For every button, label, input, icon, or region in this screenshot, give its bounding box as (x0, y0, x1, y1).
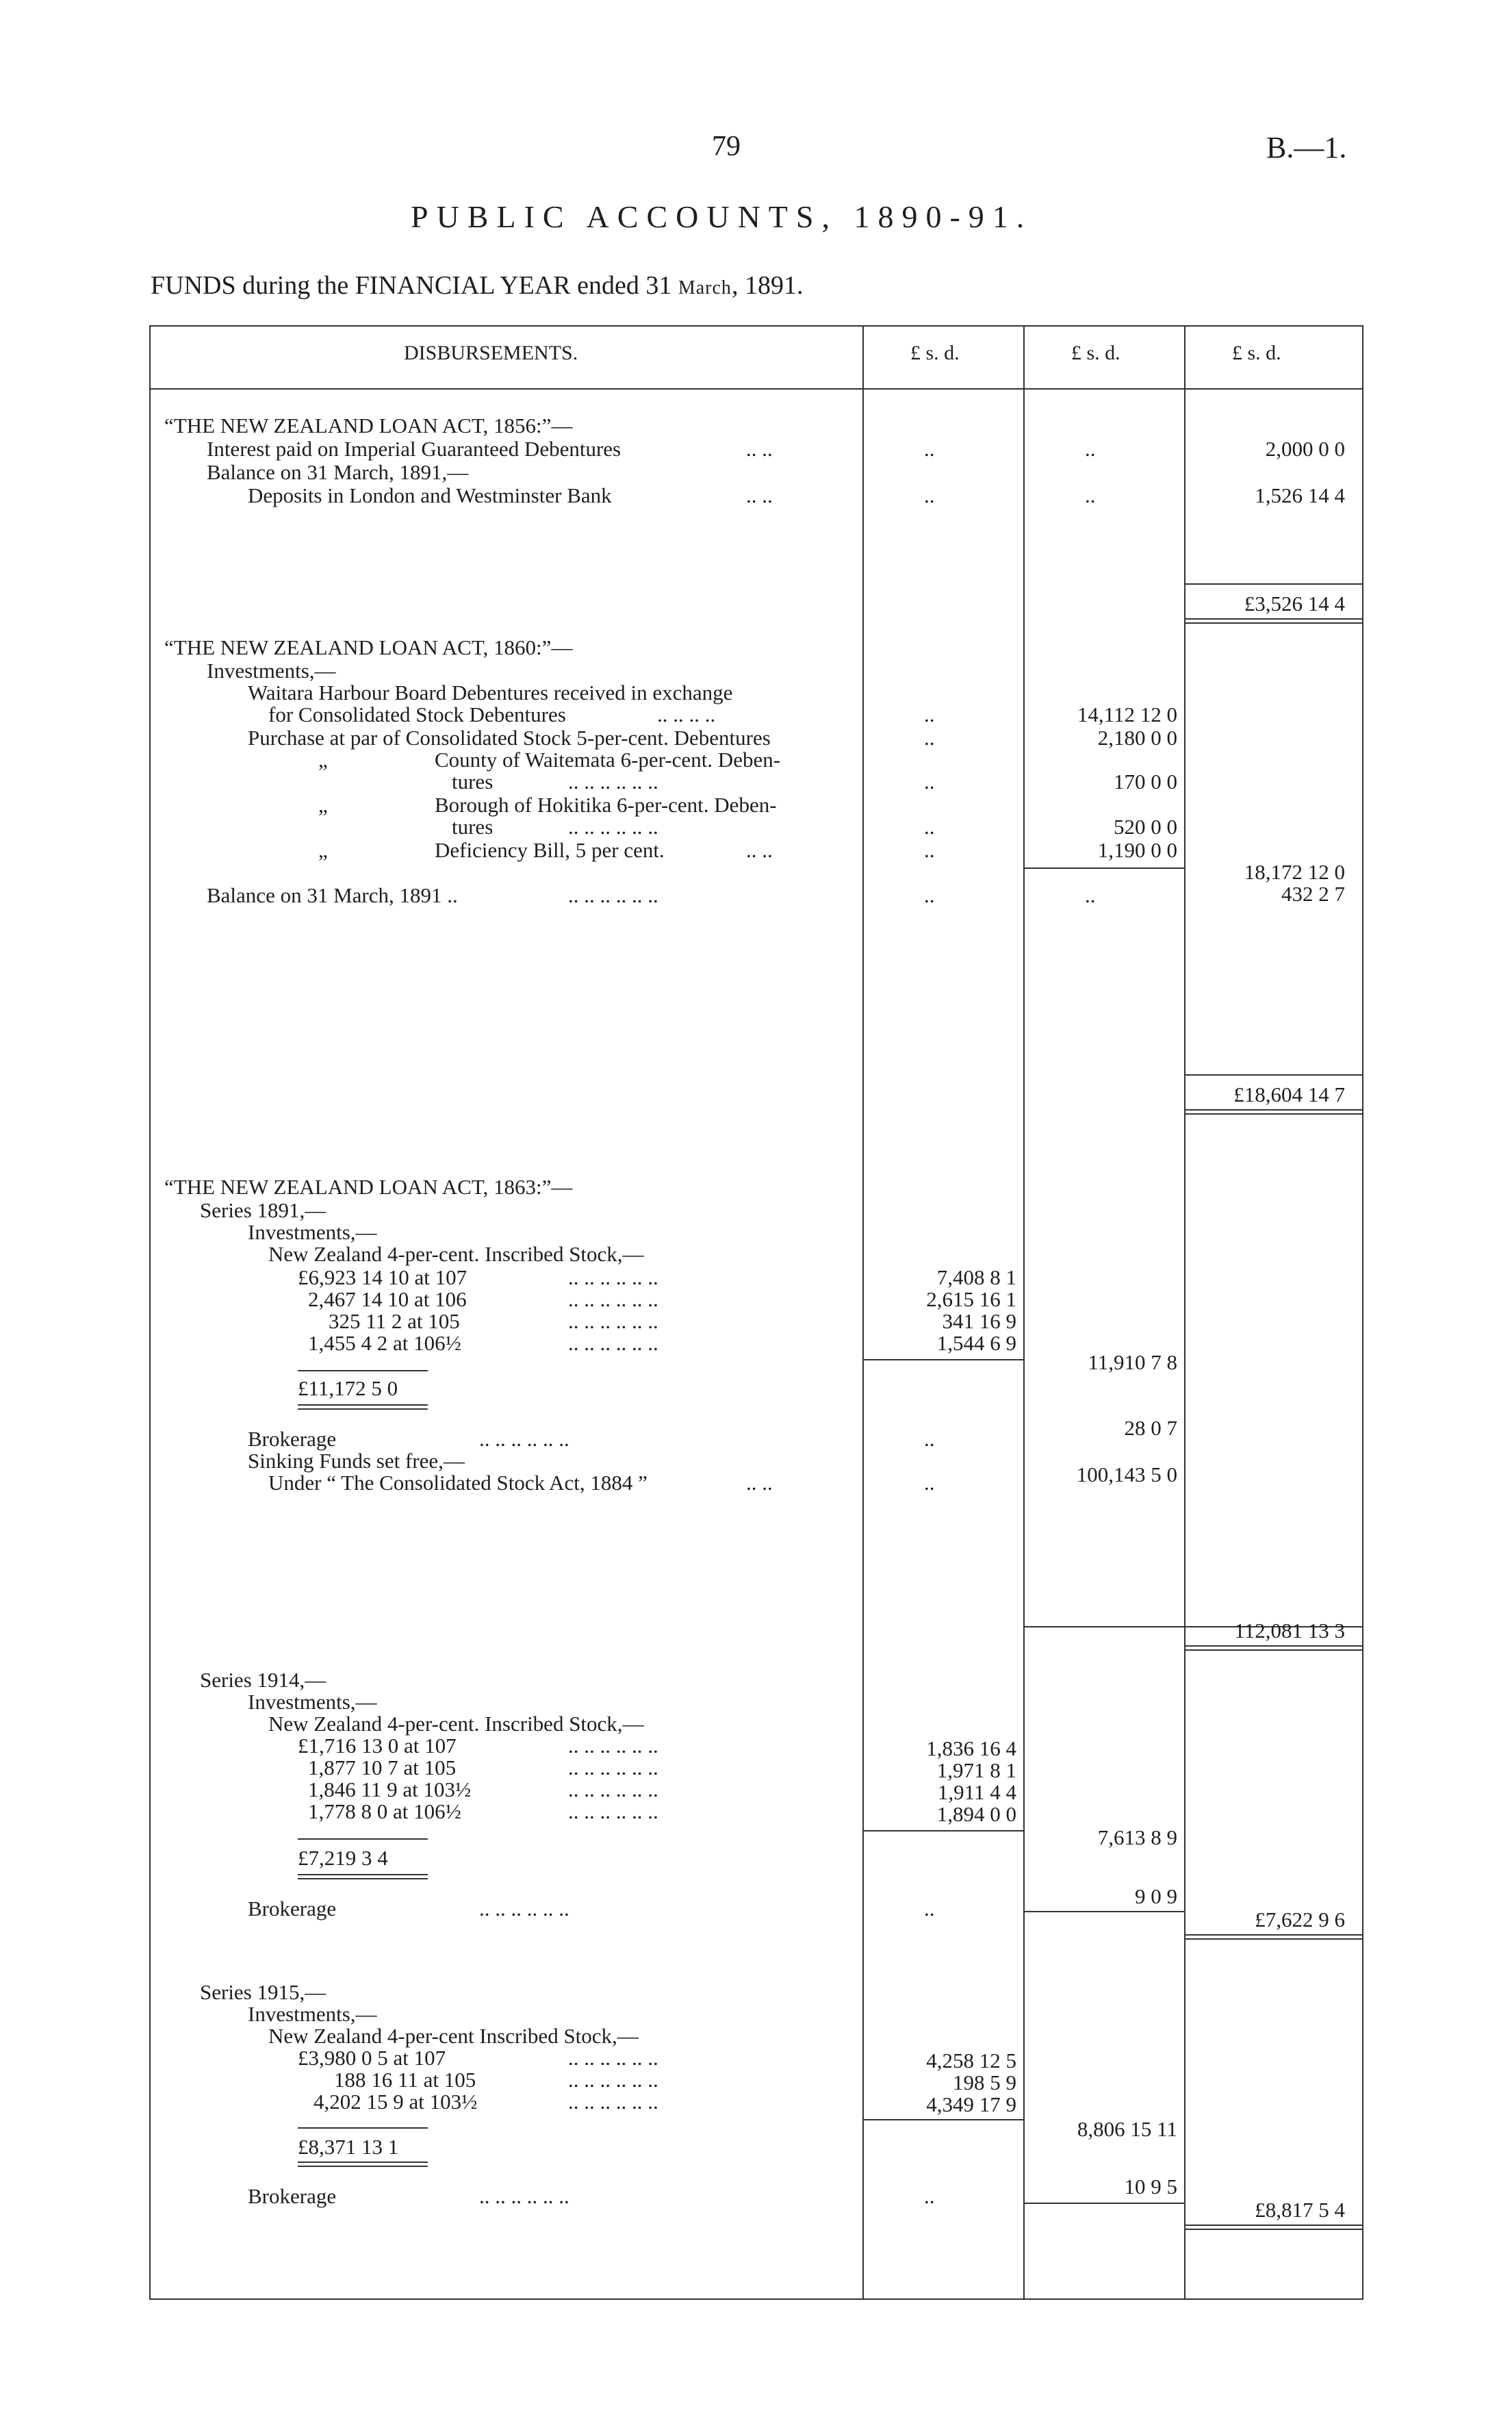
empty-dots: .. (924, 770, 935, 794)
leader-dots: .. .. (746, 483, 773, 507)
empty-dots: .. (924, 1897, 935, 1920)
amount: 7,408 8 1 (936, 1265, 1016, 1289)
line-item: County of Waitemata 6-per-cent. Deben- (435, 748, 781, 772)
leader-dots: .. .. .. .. .. .. (568, 2068, 658, 2092)
purchase-line: £6,923 14 10 at 107 (298, 1265, 467, 1289)
leader-dots: .. .. .. .. .. .. (568, 815, 658, 839)
leader-dots: .. .. (746, 838, 773, 862)
header-col2: £ s. d. (1071, 342, 1120, 364)
purchase-line: 325 11 2 at 105 (329, 1309, 460, 1333)
column-divider (1023, 327, 1025, 2298)
amount: 1,911 4 4 (937, 1780, 1016, 1804)
line-item: Under “ The Consolidated Stock Act, 1884 ” (268, 1471, 648, 1495)
amount: 1,971 8 1 (936, 1758, 1016, 1782)
line-item: Investments,— (248, 2002, 377, 2026)
leader-dots: .. .. .. .. .. .. (568, 1265, 658, 1289)
empty-dots: .. (924, 883, 935, 907)
section-total: £18,604 14 7 (1233, 1082, 1345, 1106)
header-col3: £ s. d. (1232, 342, 1281, 364)
rule (862, 1359, 1023, 1360)
double-rule (1184, 618, 1362, 624)
empty-dots: .. (924, 1427, 935, 1451)
purchase-line: 1,778 8 0 at 106½ (308, 1799, 461, 1823)
double-rule (298, 1874, 428, 1879)
page-title: PUBLIC ACCOUNTS, 1890-91. (411, 199, 1033, 234)
amount: 2,000 0 0 (1265, 437, 1345, 461)
line-item: Series 1915,— (200, 1980, 326, 2004)
line-item: Deposits in London and Westminster Bank (248, 483, 612, 507)
line-item: New Zealand 4-per-cent. Inscribed Stock,— (268, 1712, 644, 1736)
line-item: Purchase at par of Consolidated Stock 5-per-cent. Debentures (248, 726, 771, 750)
purchase-line: 188 16 11 at 105 (334, 2068, 476, 2092)
disbursements-table (149, 325, 1363, 2300)
line-item: for Consolidated Stock Debentures (268, 702, 566, 726)
empty-dots: .. (924, 437, 935, 461)
empty-dots: .. (924, 483, 935, 507)
amount: 28 0 7 (1124, 1416, 1177, 1440)
sum-left: £7,219 3 4 (298, 1846, 388, 1870)
amount: 432 2 7 (1281, 882, 1345, 906)
section-total: £3,526 14 4 (1244, 592, 1345, 616)
empty-dots: .. (1085, 883, 1096, 907)
line-item: Brokerage (248, 2184, 337, 2208)
leader-dots: .. .. .. .. .. .. (479, 2184, 569, 2208)
amount: 2,180 0 0 (1097, 726, 1177, 750)
double-rule (298, 2162, 428, 2167)
empty-dots: .. (924, 726, 935, 750)
subtitle-funds: FUNDS during the (151, 271, 349, 300)
leader-dots: .. .. .. .. .. .. (568, 883, 658, 907)
amount: 1,190 0 0 (1097, 838, 1177, 862)
amount: 2,615 16 1 (926, 1287, 1016, 1311)
section-heading-1863: “THE NEW ZEALAND LOAN ACT, 1863:”— (164, 1175, 573, 1199)
rule (298, 1838, 428, 1840)
empty-dots: .. (1085, 437, 1096, 461)
empty-dots: .. (924, 702, 935, 726)
leader-dots: .. .. (746, 1471, 773, 1495)
page-number: 79 (712, 131, 741, 162)
double-rule (1184, 1109, 1362, 1115)
line-item: tures (452, 815, 494, 839)
amount: 4,349 17 9 (926, 2092, 1016, 2116)
empty-dots: .. (924, 838, 935, 862)
line-item: New Zealand 4-per-cent. Inscribed Stock,— (268, 1242, 644, 1266)
sum-left: £8,371 13 1 (298, 2135, 399, 2159)
header-col1: £ s. d. (910, 342, 960, 364)
amount: 520 0 0 (1114, 815, 1177, 839)
column-divider (862, 327, 864, 2298)
leader-dots: .. .. .. .. .. .. (479, 1427, 569, 1451)
leader-dots: .. .. .. .. .. .. (568, 2090, 658, 2114)
rule (298, 2127, 428, 2129)
subtitle-march: March (678, 277, 732, 299)
double-rule (1184, 2224, 1362, 2230)
line-item: Brokerage (248, 1427, 337, 1451)
subtotal: 7,613 8 9 (1097, 1825, 1177, 1849)
leader-dots: .. .. .. .. .. .. (568, 1777, 658, 1801)
line-item: Balance on 31 March, 1891,— (207, 460, 469, 484)
ditto-mark: „ (318, 793, 328, 817)
line-item: Series 1891,— (200, 1198, 326, 1222)
amount: 4,258 12 5 (926, 2049, 1016, 2072)
line-item: Brokerage (248, 1897, 337, 1920)
subtotal: 18,172 12 0 (1244, 860, 1345, 884)
empty-dots: .. (924, 815, 935, 839)
line-item: Deficiency Bill, 5 per cent. (435, 838, 665, 862)
line-item: Borough of Hokitika 6-per-cent. Deben- (435, 793, 777, 817)
line-item: Balance on 31 March, 1891 .. (207, 883, 458, 907)
ditto-mark: „ (318, 748, 328, 772)
rule (1184, 1074, 1362, 1076)
line-item: Series 1914,— (200, 1668, 326, 1692)
subtitle (151, 270, 803, 301)
leader-dots: .. .. .. .. .. .. (568, 1755, 658, 1779)
leader-dots: .. .. .. .. .. .. (568, 2046, 658, 2070)
rule (1023, 867, 1184, 869)
leader-dots: .. .. .. .. (657, 702, 716, 726)
rule (862, 1830, 1023, 1831)
leader-dots: .. .. .. .. .. .. (479, 1897, 569, 1920)
rule (1023, 2203, 1184, 2204)
purchase-line: 1,877 10 7 at 105 (308, 1755, 457, 1779)
leader-dots: .. .. .. .. .. .. (568, 1799, 658, 1823)
amount: 170 0 0 (1114, 770, 1177, 794)
rule (298, 1370, 428, 1371)
double-rule (1184, 1645, 1362, 1651)
rule (1184, 583, 1362, 585)
line-item: Investments,— (248, 1220, 377, 1244)
rule (1023, 1911, 1184, 1912)
leader-dots: .. .. (746, 437, 773, 461)
purchase-line: 2,467 14 10 at 106 (308, 1287, 467, 1311)
leader-dots: .. .. .. .. .. .. (568, 1734, 658, 1758)
amount: 1,836 16 4 (926, 1736, 1016, 1760)
empty-dots: .. (924, 1471, 935, 1495)
purchase-line: £3,980 0 5 at 107 (298, 2046, 446, 2070)
empty-dots: .. (1085, 483, 1096, 507)
empty-dots: .. (924, 2184, 935, 2208)
subtitle-financial: FINANCIAL YEAR ended 31 (355, 271, 672, 300)
leader-dots: .. .. .. .. .. .. (568, 1309, 658, 1333)
amount: 100,143 5 0 (1076, 1462, 1177, 1486)
line-item: Waitara Harbour Board Debentures received in exchange (248, 681, 733, 705)
ditto-mark: „ (318, 838, 328, 862)
amount: 1,894 0 0 (936, 1802, 1016, 1826)
section-heading-1856: “THE NEW ZEALAND LOAN ACT, 1856:”— (164, 414, 573, 438)
subtotal: 11,910 7 8 (1088, 1350, 1177, 1374)
leader-dots: .. .. .. .. .. .. (568, 770, 658, 794)
section-total: £8,817 5 4 (1255, 2198, 1345, 2222)
amount: 198 5 9 (953, 2070, 1016, 2094)
line-item: New Zealand 4-per-cent Inscribed Stock,— (268, 2024, 639, 2048)
header-rule (151, 388, 1362, 390)
line-item: tures (452, 770, 494, 794)
document-code: B.—1. (1266, 131, 1347, 164)
subtitle-year: , 1891. (731, 271, 804, 300)
line-item: Sinking Funds set free,— (248, 1449, 465, 1473)
amount: 1,526 14 4 (1255, 483, 1345, 507)
amount: 9 0 9 (1135, 1884, 1177, 1908)
amount: 10 9 5 (1124, 2175, 1177, 2198)
line-item: Interest paid on Imperial Guaranteed Debentures (207, 437, 622, 461)
header-disbursements: DISBURSEMENTS. (404, 342, 578, 364)
double-rule (1184, 1934, 1362, 1940)
purchase-line: 1,846 11 9 at 103½ (308, 1777, 472, 1801)
section-total: £7,622 9 6 (1255, 1907, 1345, 1931)
amount: 1,544 6 9 (936, 1331, 1016, 1355)
line-item: Investments,— (207, 659, 336, 683)
double-rule (298, 1404, 428, 1410)
leader-dots: .. .. .. .. .. .. (568, 1287, 658, 1311)
subtotal: 8,806 15 11 (1077, 2117, 1177, 2141)
purchase-line: 1,455 4 2 at 106½ (308, 1331, 461, 1355)
purchase-line: 4,202 15 9 at 103½ (313, 2090, 478, 2114)
sum-left: £11,172 5 0 (298, 1376, 398, 1400)
amount: 14,112 12 0 (1077, 702, 1177, 726)
leader-dots: .. .. .. .. .. .. (568, 1331, 658, 1355)
amount: 341 16 9 (942, 1309, 1016, 1333)
rule (862, 2119, 1023, 2120)
section-total: 112,081 13 3 (1234, 1619, 1345, 1643)
line-item: Investments,— (248, 1690, 377, 1714)
section-heading-1860: “THE NEW ZEALAND LOAN ACT, 1860:”— (164, 635, 573, 659)
purchase-line: £1,716 13 0 at 107 (298, 1734, 457, 1758)
